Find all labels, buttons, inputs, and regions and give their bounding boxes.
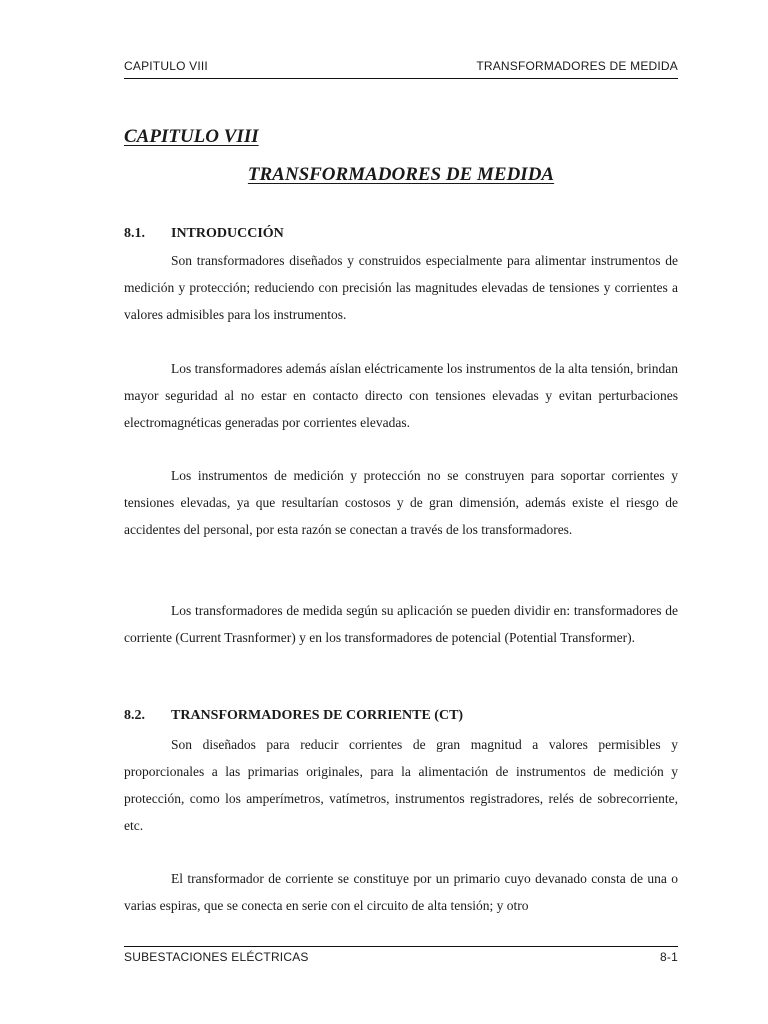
footer-rule: [124, 946, 678, 947]
footer-book-title: SUBESTACIONES ELÉCTRICAS: [124, 950, 309, 964]
header-rule: [124, 78, 678, 79]
section-number: 8.1.: [124, 226, 145, 241]
paragraph: Los instrumentos de medición y protección no se construyen para soportar corrientes y tensiones elevadas, ya que resultarían costosos y de gran dimensión, además existe el riesgo de accidentes del personal, por esta razón se conectan a través de los transformadores.: [124, 468, 678, 537]
section-heading-8-2: [124, 708, 678, 724]
running-header: [124, 59, 678, 73]
paragraph: Los transformadores de medida según su aplicación se pueden dividir en: transformadores de corriente (Current Trasnformer) y en los transformadores de potencial (Potential Transformer).: [124, 603, 678, 645]
chapter-title: TRANSFORMADORES DE MEDIDA: [247, 164, 555, 185]
paragraph: Son diseñados para reducir corrientes de gran magnitud a valores permisibles y proporcionales a las primarias originales, para la alimentación de instrumentos de medición y protección, como los amperímetros, vatímetros, instrumentos registradores, relés de sobrecorriente, etc.: [124, 737, 678, 833]
section-heading-8-1: [124, 226, 678, 242]
chapter-label: CAPITULO VIII: [124, 126, 259, 147]
section-title: INTRODUCCIÓN: [171, 226, 284, 241]
running-footer: [124, 950, 678, 964]
page-number: 8-1: [660, 950, 678, 964]
section-title: TRANSFORMADORES DE CORRIENTE (CT): [171, 708, 464, 723]
header-title: TRANSFORMADORES DE MEDIDA: [476, 59, 678, 73]
paragraph: Los transformadores además aíslan eléctricamente los instrumentos de la alta tensión, brindan mayor seguridad al no estar en contacto directo con tensiones elevadas y evitan perturbaciones electromagnéticas generadas por corrientes elevadas.: [124, 361, 678, 430]
section-number: 8.2.: [124, 708, 145, 723]
header-chapter: CAPITULO VIII: [124, 59, 208, 73]
paragraph: El transformador de corriente se constituye por un primario cuyo devanado consta de una o varias espiras, que se conecta en serie con el circuito de alta tensión; y otro: [124, 871, 678, 913]
paragraph: Son transformadores diseñados y construidos especialmente para alimentar instrumentos de medición y protección; reduciendo con precisión las magnitudes elevadas de tensiones y corrientes a valores admisibles para los instrumentos.: [124, 253, 678, 322]
